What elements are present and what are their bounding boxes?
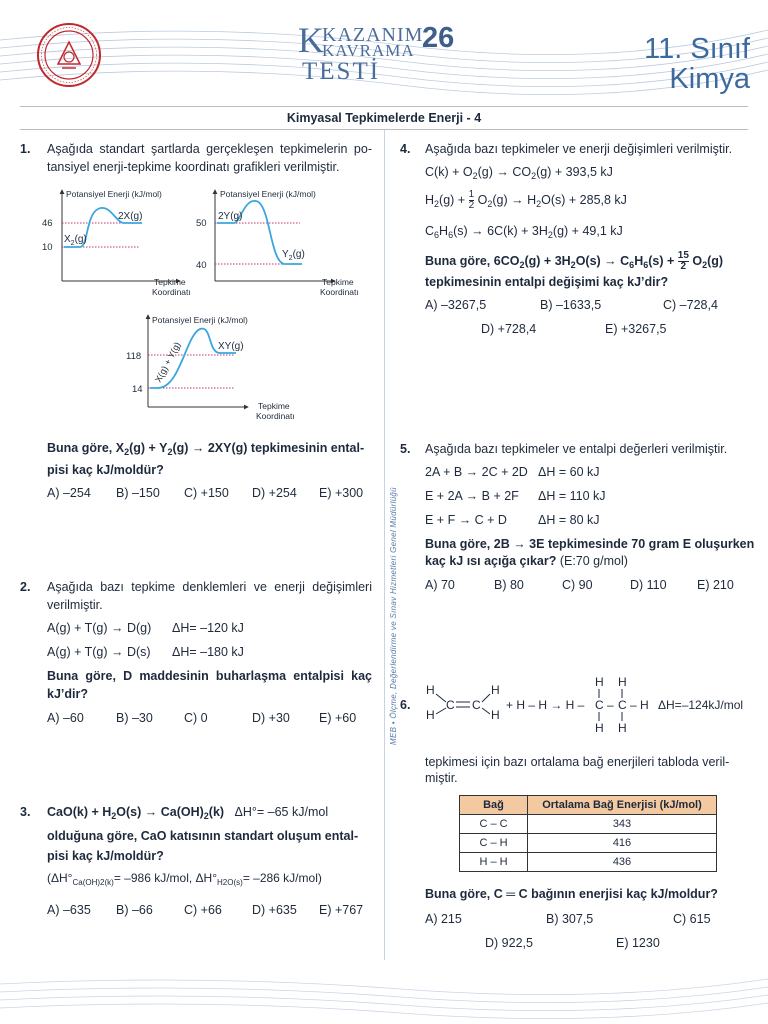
q1-graphs bbox=[40, 185, 380, 425]
table-row: C – C 343 bbox=[460, 815, 717, 834]
grade-label: 11. Sınıf bbox=[644, 33, 750, 65]
question-number: 2. bbox=[20, 580, 31, 594]
logo-big-k: K bbox=[298, 20, 324, 60]
option-c[interactable]: C) 90 bbox=[562, 578, 593, 592]
question-6-number: 6. bbox=[400, 698, 411, 712]
g2-end-label: $Y_2(g)$ bbox=[282, 249, 305, 262]
g2-start-label: 2Y(g) bbox=[218, 211, 243, 222]
q3-line2: olduğuna göre, CaO katısının standart oluşum ental- bbox=[47, 829, 359, 843]
option-b[interactable]: B) –150 bbox=[116, 486, 160, 500]
g1-end-label: 2X(g) bbox=[118, 211, 143, 222]
svg-text:H: H bbox=[618, 721, 627, 735]
table-row: C – H 416 bbox=[460, 834, 717, 853]
grade-block bbox=[644, 34, 750, 94]
q5-r1: 2A + B → 2C + 2D bbox=[425, 465, 528, 479]
q6-line2: miştir. bbox=[425, 771, 458, 785]
question-number: 3. bbox=[20, 805, 31, 819]
question-text: Aşağıda bazı tepkime denklemleri ve enerji değişimleri verilmiştir. bbox=[47, 580, 372, 612]
g1-value-low: 10 bbox=[42, 242, 53, 253]
svg-text:+ H – H → H –: + H – H → H – bbox=[506, 698, 585, 712]
g3-end-label: XY(g) bbox=[218, 341, 244, 352]
g3-value-high: 118 bbox=[126, 351, 142, 362]
g1-value-high: 46 bbox=[42, 218, 53, 229]
g2-xlabel-1: Tepkime bbox=[322, 277, 354, 287]
q5-ask-line2: kaç kJ ısı açığa çıkar? (E:70 g/mol) bbox=[425, 554, 628, 568]
graph-1 bbox=[42, 189, 191, 297]
option-d[interactable]: D) 110 bbox=[630, 578, 667, 592]
option-e[interactable]: E) 1230 bbox=[616, 936, 660, 950]
q4-ask-line2: tepkimesinin entalpi değişimi kaç kJ’dir? bbox=[425, 275, 669, 289]
table-header-bond: Bağ bbox=[460, 796, 528, 815]
question-text: Aşağıda bazı tepkimeler ve entalpi değerleri verilmiştir. bbox=[425, 442, 728, 456]
svg-text:H: H bbox=[491, 683, 500, 697]
table-row: H – H 436 bbox=[460, 853, 717, 872]
option-d[interactable]: D) +30 bbox=[252, 711, 290, 725]
g2-xlabel-2: Koordinatı bbox=[320, 287, 359, 297]
q2-ask: Buna göre, D maddesinin buharlaşma entalpisi kaç kJ’dir? bbox=[47, 669, 372, 701]
g1-xlabel-1: Tepkime bbox=[154, 277, 186, 287]
q5-r1-dh: ΔH = 60 kJ bbox=[538, 465, 600, 479]
g3-ylabel: Potansiyel Enerji (kJ/mol) bbox=[152, 315, 248, 325]
q4-r2: $H_2(g)$ + $\frac{1}{2}$ $O_2(g) \to H_2O(s) + 285,8$ kJ bbox=[425, 189, 627, 211]
q6-line1: tepkimesi için bazı ortalama bağ enerjileri tabloda veril- bbox=[425, 755, 730, 769]
q4-ask: Buna göre, $6CO_2(g) + 3H_2O(s) \to C_6H_6(s)$ + $\frac{15}{2}$ $O_2(g)$ bbox=[425, 250, 724, 272]
option-d[interactable]: D) +728,4 bbox=[481, 322, 537, 336]
option-a[interactable]: A) –60 bbox=[47, 711, 84, 725]
g1-ylabel: Potansiyel Enerji (kJ/mol) bbox=[66, 189, 162, 199]
g3-xlabel-1: Tepkime bbox=[258, 401, 290, 411]
option-a[interactable]: A) –254 bbox=[47, 486, 91, 500]
logo-line3: TESTİ bbox=[302, 58, 381, 85]
svg-text:C: C bbox=[595, 698, 604, 712]
q5-r3-dh: ΔH = 80 kJ bbox=[538, 513, 600, 527]
svg-text:C: C bbox=[472, 698, 481, 712]
option-d[interactable]: D) +254 bbox=[252, 486, 297, 500]
option-d[interactable]: D) 922,5 bbox=[485, 936, 533, 950]
q5-r3: E + F → C + D bbox=[425, 513, 507, 527]
option-a[interactable]: A) –635 bbox=[47, 903, 91, 917]
q4-r1: $C(k) + O_2(g) \to CO_2(g) + 393,5$ kJ bbox=[425, 165, 613, 181]
q3-line3: pisi kaç kJ/moldür? bbox=[47, 849, 164, 863]
question-5 bbox=[400, 440, 752, 458]
option-a[interactable]: A) 215 bbox=[425, 912, 462, 926]
option-c[interactable]: C) –728,4 bbox=[663, 298, 718, 312]
question-number: 4. bbox=[400, 142, 411, 156]
side-credit: MEB • Ölçme, Değerlendirme ve Sınav Hizmetleri Genel Müdürlüğü bbox=[389, 487, 398, 745]
question-number: 1. bbox=[20, 142, 31, 156]
bond-energy-table bbox=[459, 795, 717, 872]
table-header-energy: Ortalama Bağ Enerjisi (kJ/mol) bbox=[528, 796, 717, 815]
svg-text:H: H bbox=[491, 708, 500, 722]
svg-text:H: H bbox=[595, 675, 604, 689]
svg-text:H: H bbox=[595, 721, 604, 735]
q2-eq2-dh: ΔH= –180 kJ bbox=[172, 645, 244, 659]
g2-value-high: 50 bbox=[196, 218, 207, 229]
subject-label: Kimya bbox=[669, 63, 750, 95]
option-e[interactable]: E) +767 bbox=[319, 903, 364, 917]
q6-options bbox=[425, 910, 755, 950]
option-a[interactable]: A) –3267,5 bbox=[425, 298, 487, 312]
g3-start-label: X(g) + Y(g) bbox=[152, 340, 183, 384]
option-e[interactable]: E) +300 bbox=[319, 486, 364, 500]
table-header-row bbox=[460, 796, 717, 815]
option-e[interactable]: E) 210 bbox=[697, 578, 734, 592]
logo-line1: KAZANIM bbox=[322, 24, 424, 46]
q4-options bbox=[425, 296, 755, 336]
logo-number: 26 bbox=[422, 22, 455, 54]
option-b[interactable]: B) –30 bbox=[116, 711, 153, 725]
option-c[interactable]: C) +150 bbox=[184, 486, 229, 500]
q5-ask-line1: Buna göre, 2B → 3E tepkimesinde 70 gram E oluşurken bbox=[425, 537, 755, 551]
g2-ylabel: Potansiyel Enerji (kJ/mol) bbox=[220, 189, 316, 199]
option-a[interactable]: A) 70 bbox=[425, 578, 455, 592]
question-text: Aşağıda bazı tepkimeler ve enerji değişimleri verilmiştir. bbox=[425, 142, 733, 156]
footer-wave-lines bbox=[0, 964, 768, 1024]
q6-dh: ΔH=–124kJ/mol bbox=[658, 698, 744, 712]
question-3 bbox=[20, 803, 380, 892]
option-c[interactable]: C) 615 bbox=[673, 912, 711, 926]
svg-text:C: C bbox=[618, 698, 627, 712]
option-b[interactable]: B) –1633,5 bbox=[540, 298, 602, 312]
g3-value-low: 14 bbox=[132, 384, 143, 395]
graph-3 bbox=[126, 315, 295, 421]
graph-2 bbox=[196, 189, 359, 297]
q5-r2: E + 2A → B + 2F bbox=[425, 489, 519, 503]
option-e[interactable]: E) +3267,5 bbox=[605, 322, 667, 336]
q3-given: ($\Delta H^\circ_{Ca(OH)2(k)}= -986$ kJ/mol, $\Delta H^\circ_{H2O(s)}= -286$ kJ/mol) bbox=[47, 871, 322, 887]
q5-r2-dh: ΔH = 110 kJ bbox=[538, 489, 606, 503]
option-b[interactable]: B) –66 bbox=[116, 903, 153, 917]
question-number: 5. bbox=[400, 442, 411, 456]
q2-eq2: A(g) + T(g) → D(s) bbox=[47, 645, 151, 659]
g2-value-low: 40 bbox=[196, 260, 207, 271]
topic-title: Kimyasal Tepkimelerde Enerji - 4 bbox=[286, 111, 482, 125]
svg-text:H: H bbox=[426, 708, 435, 722]
g3-xlabel-2: Koordinatı bbox=[256, 411, 295, 421]
svg-text:– H: – H bbox=[630, 698, 649, 712]
q6-ask: Buna göre, C ═ C bağının enerjisi kaç kJ/moldur? bbox=[425, 887, 718, 901]
svg-text:H: H bbox=[618, 675, 627, 689]
option-b[interactable]: B) 307,5 bbox=[546, 912, 594, 926]
column-divider bbox=[384, 130, 385, 960]
topic-rule-top bbox=[20, 106, 748, 107]
q1-ask: Buna göre, $X_2(g) + Y_2(g) \to 2XY(g)$ tepkimesinin ental- pisi kaç kJ/moldür? bbox=[47, 441, 365, 477]
option-d[interactable]: D) +635 bbox=[252, 903, 297, 917]
option-c[interactable]: C) 0 bbox=[184, 711, 208, 725]
option-b[interactable]: B) 80 bbox=[494, 578, 524, 592]
q6-structural-equation bbox=[420, 672, 760, 736]
svg-text:H: H bbox=[426, 683, 435, 697]
q3-line1: $CaO(k) + H_2O(s) \to Ca(OH)_2(k)$ ΔH°= –65 kJ/mol bbox=[47, 805, 329, 821]
q2-eq1-dh: ΔH= –120 kJ bbox=[172, 621, 244, 635]
ministry-seal-icon bbox=[36, 22, 102, 88]
g1-xlabel-2: Koordinatı bbox=[152, 287, 191, 297]
q2-eq1: A(g) + T(g) → D(g) bbox=[47, 621, 152, 635]
svg-text:C: C bbox=[446, 698, 455, 712]
question-4 bbox=[400, 140, 752, 158]
option-c[interactable]: C) +66 bbox=[184, 903, 222, 917]
question-2 bbox=[20, 578, 372, 614]
q4-r3: $C_6H_6(s) \to 6C(k) + 3H_2(g) + 49,1$ kJ bbox=[425, 224, 623, 240]
logo-line2: KAVRAMA bbox=[322, 41, 415, 60]
svg-text:–: – bbox=[607, 698, 614, 712]
question-1 bbox=[20, 140, 372, 176]
question-text: Aşağıda standart şartlarda gerçekleşen tepkimelerin po-tansiyel enerji-tepkime koordinatı grafikleri verilmiştir. bbox=[47, 142, 372, 174]
g1-start-label: $X_2(g)$ bbox=[64, 234, 87, 247]
option-e[interactable]: E) +60 bbox=[319, 711, 357, 725]
